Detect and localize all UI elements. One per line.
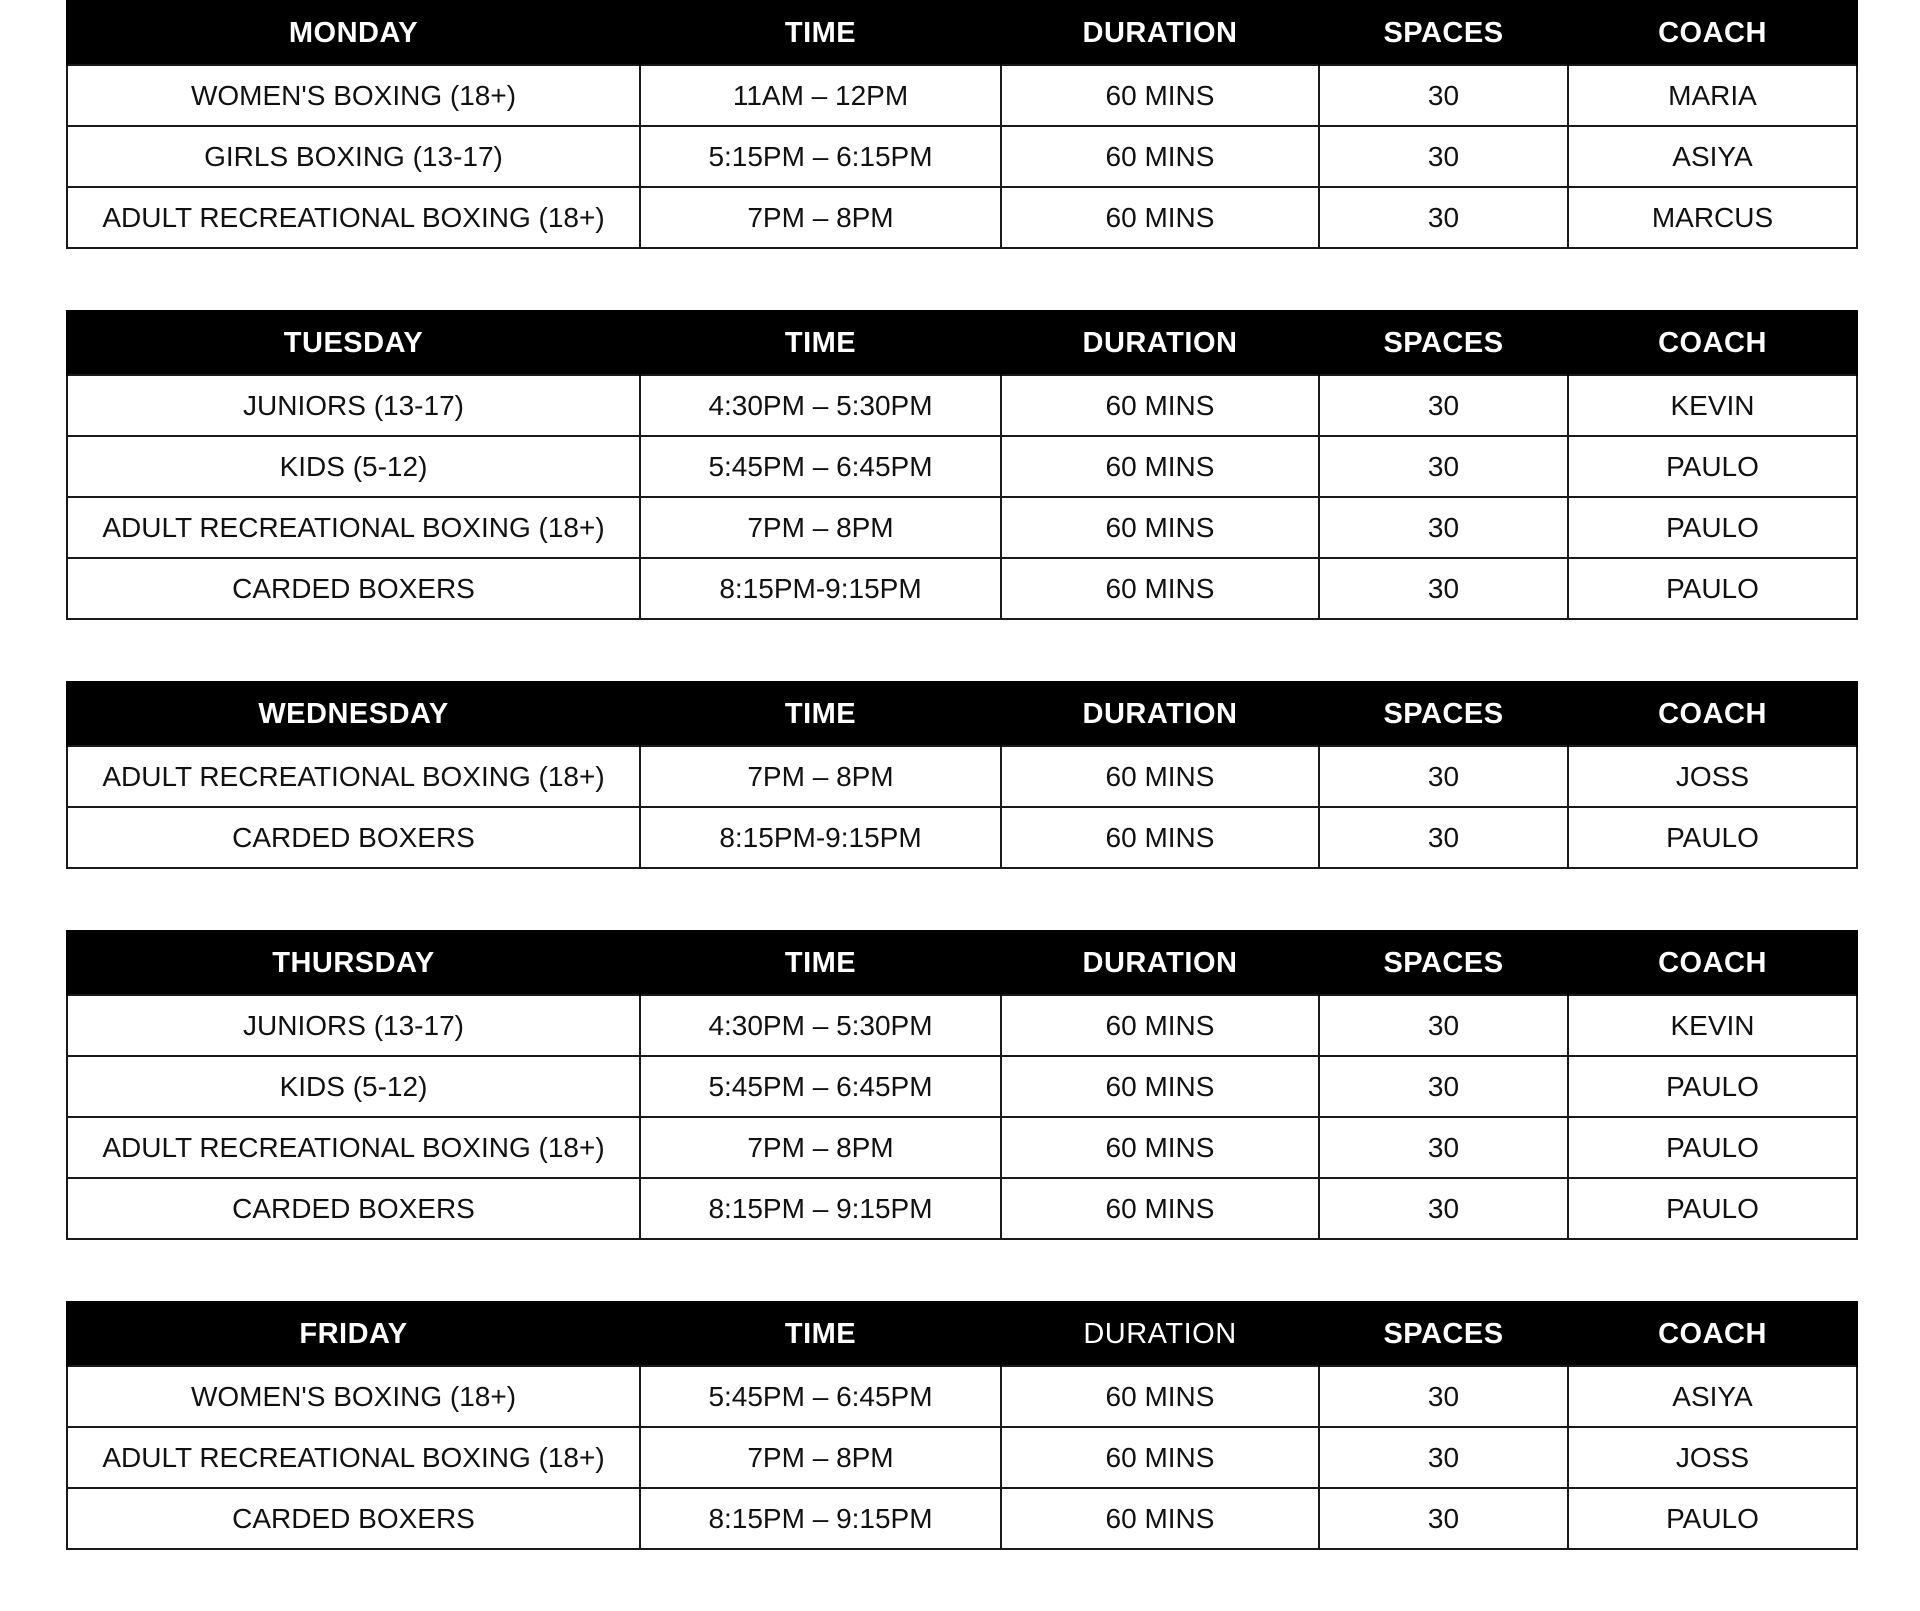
schedule-table-tuesday: [66, 310, 1858, 620]
spaces-cell: 30: [1319, 497, 1568, 558]
coach-column-header: COACH: [1568, 931, 1857, 995]
day-header: MONDAY: [67, 1, 640, 65]
spaces-cell: 30: [1319, 375, 1568, 436]
table-header-row: [67, 311, 1857, 375]
table-header-row: [67, 931, 1857, 995]
coach-cell: PAULO: [1568, 497, 1857, 558]
table-header-row: [67, 682, 1857, 746]
coach-column-header: COACH: [1568, 311, 1857, 375]
spaces-cell: 30: [1319, 187, 1568, 248]
duration-cell: 60 MINS: [1001, 746, 1319, 807]
class-name-cell: WOMEN'S BOXING (18+): [67, 65, 640, 126]
time-column-header: TIME: [640, 682, 1001, 746]
schedule-table-wednesday: [66, 681, 1858, 869]
spaces-column-header: SPACES: [1319, 311, 1568, 375]
coach-cell: JOSS: [1568, 746, 1857, 807]
class-name-cell: KIDS (5-12): [67, 1056, 640, 1117]
class-name-cell: ADULT RECREATIONAL BOXING (18+): [67, 1427, 640, 1488]
coach-column-header: COACH: [1568, 1302, 1857, 1366]
duration-cell: 60 MINS: [1001, 1488, 1319, 1549]
day-header: WEDNESDAY: [67, 682, 640, 746]
coach-cell: KEVIN: [1568, 375, 1857, 436]
time-cell: 8:15PM – 9:15PM: [640, 1178, 1001, 1239]
coach-cell: PAULO: [1568, 1056, 1857, 1117]
duration-column-header: DURATION: [1001, 1, 1319, 65]
class-name-cell: CARDED BOXERS: [67, 807, 640, 868]
class-name-cell: ADULT RECREATIONAL BOXING (18+): [67, 187, 640, 248]
coach-cell: KEVIN: [1568, 995, 1857, 1056]
time-cell: 5:45PM – 6:45PM: [640, 1366, 1001, 1427]
time-cell: 8:15PM-9:15PM: [640, 807, 1001, 868]
weekly-class-schedule: [66, 0, 1856, 1611]
class-name-cell: WOMEN'S BOXING (18+): [67, 1366, 640, 1427]
class-name-cell: ADULT RECREATIONAL BOXING (18+): [67, 1117, 640, 1178]
coach-column-header: COACH: [1568, 1, 1857, 65]
coach-cell: PAULO: [1568, 1117, 1857, 1178]
spaces-cell: 30: [1319, 1056, 1568, 1117]
class-name-cell: JUNIORS (13-17): [67, 995, 640, 1056]
day-header: FRIDAY: [67, 1302, 640, 1366]
spaces-cell: 30: [1319, 1488, 1568, 1549]
spaces-column-header: SPACES: [1319, 1, 1568, 65]
schedule-table-thursday: [66, 930, 1858, 1240]
table-header-row: [67, 1302, 1857, 1366]
spaces-cell: 30: [1319, 1427, 1568, 1488]
coach-cell: PAULO: [1568, 558, 1857, 619]
duration-cell: 60 MINS: [1001, 807, 1319, 868]
duration-cell: 60 MINS: [1001, 558, 1319, 619]
coach-cell: PAULO: [1568, 1178, 1857, 1239]
duration-cell: 60 MINS: [1001, 126, 1319, 187]
coach-cell: ASIYA: [1568, 126, 1857, 187]
class-name-cell: ADULT RECREATIONAL BOXING (18+): [67, 746, 640, 807]
table-row: [67, 1427, 1857, 1488]
time-column-header: TIME: [640, 931, 1001, 995]
day-header: THURSDAY: [67, 931, 640, 995]
duration-cell: 60 MINS: [1001, 497, 1319, 558]
class-name-cell: GIRLS BOXING (13-17): [67, 126, 640, 187]
spaces-cell: 30: [1319, 65, 1568, 126]
table-row: [67, 1366, 1857, 1427]
class-name-cell: CARDED BOXERS: [67, 1488, 640, 1549]
table-row: [67, 1488, 1857, 1549]
time-cell: 5:15PM – 6:15PM: [640, 126, 1001, 187]
spaces-column-header: SPACES: [1319, 931, 1568, 995]
spaces-cell: 30: [1319, 436, 1568, 497]
spaces-cell: 30: [1319, 1178, 1568, 1239]
time-column-header: TIME: [640, 1, 1001, 65]
day-header: TUESDAY: [67, 311, 640, 375]
schedule-table-friday: [66, 1301, 1858, 1550]
class-name-cell: KIDS (5-12): [67, 436, 640, 497]
time-cell: 7PM – 8PM: [640, 187, 1001, 248]
table-row: [67, 126, 1857, 187]
coach-cell: PAULO: [1568, 1488, 1857, 1549]
duration-cell: 60 MINS: [1001, 187, 1319, 248]
duration-cell: 60 MINS: [1001, 1056, 1319, 1117]
duration-cell: 60 MINS: [1001, 65, 1319, 126]
duration-column-header: DURATION: [1001, 931, 1319, 995]
table-header-row: [67, 1, 1857, 65]
time-cell: 8:15PM – 9:15PM: [640, 1488, 1001, 1549]
spaces-cell: 30: [1319, 126, 1568, 187]
time-cell: 7PM – 8PM: [640, 1427, 1001, 1488]
time-cell: 7PM – 8PM: [640, 746, 1001, 807]
duration-cell: 60 MINS: [1001, 1427, 1319, 1488]
time-cell: 8:15PM-9:15PM: [640, 558, 1001, 619]
time-cell: 4:30PM – 5:30PM: [640, 995, 1001, 1056]
duration-cell: 60 MINS: [1001, 995, 1319, 1056]
duration-cell: 60 MINS: [1001, 375, 1319, 436]
spaces-column-header: SPACES: [1319, 1302, 1568, 1366]
table-row: [67, 1178, 1857, 1239]
spaces-column-header: SPACES: [1319, 682, 1568, 746]
table-row: [67, 995, 1857, 1056]
coach-cell: MARCUS: [1568, 187, 1857, 248]
coach-cell: PAULO: [1568, 436, 1857, 497]
duration-cell: 60 MINS: [1001, 1366, 1319, 1427]
duration-cell: 60 MINS: [1001, 1117, 1319, 1178]
table-row: [67, 746, 1857, 807]
class-name-cell: JUNIORS (13-17): [67, 375, 640, 436]
coach-cell: MARIA: [1568, 65, 1857, 126]
duration-cell: 60 MINS: [1001, 1178, 1319, 1239]
table-row: [67, 187, 1857, 248]
table-row: [67, 558, 1857, 619]
table-row: [67, 436, 1857, 497]
time-cell: 5:45PM – 6:45PM: [640, 1056, 1001, 1117]
class-name-cell: ADULT RECREATIONAL BOXING (18+): [67, 497, 640, 558]
table-row: [67, 497, 1857, 558]
spaces-cell: 30: [1319, 746, 1568, 807]
coach-cell: ASIYA: [1568, 1366, 1857, 1427]
class-name-cell: CARDED BOXERS: [67, 1178, 640, 1239]
table-row: [67, 807, 1857, 868]
duration-column-header: DURATION: [1001, 682, 1319, 746]
spaces-cell: 30: [1319, 1117, 1568, 1178]
time-cell: 4:30PM – 5:30PM: [640, 375, 1001, 436]
time-cell: 11AM – 12PM: [640, 65, 1001, 126]
spaces-cell: 30: [1319, 807, 1568, 868]
time-column-header: TIME: [640, 1302, 1001, 1366]
duration-cell: 60 MINS: [1001, 436, 1319, 497]
spaces-cell: 30: [1319, 1366, 1568, 1427]
table-row: [67, 375, 1857, 436]
table-row: [67, 1056, 1857, 1117]
duration-column-header: DURATION: [1001, 1302, 1319, 1366]
time-column-header: TIME: [640, 311, 1001, 375]
table-row: [67, 1117, 1857, 1178]
spaces-cell: 30: [1319, 558, 1568, 619]
coach-cell: JOSS: [1568, 1427, 1857, 1488]
time-cell: 7PM – 8PM: [640, 497, 1001, 558]
time-cell: 7PM – 8PM: [640, 1117, 1001, 1178]
coach-column-header: COACH: [1568, 682, 1857, 746]
duration-column-header: DURATION: [1001, 311, 1319, 375]
time-cell: 5:45PM – 6:45PM: [640, 436, 1001, 497]
coach-cell: PAULO: [1568, 807, 1857, 868]
schedule-table-monday: [66, 0, 1858, 249]
class-name-cell: CARDED BOXERS: [67, 558, 640, 619]
spaces-cell: 30: [1319, 995, 1568, 1056]
table-row: [67, 65, 1857, 126]
